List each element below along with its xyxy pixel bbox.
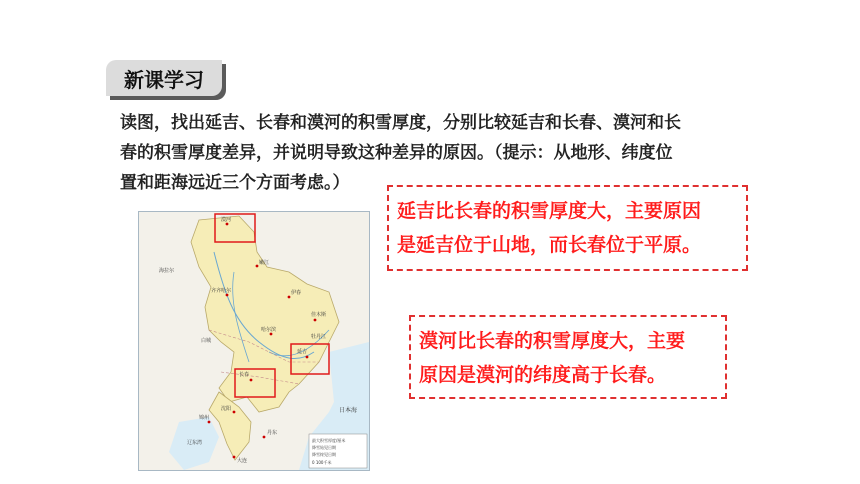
map-label-dandong: 丹东 <box>267 430 278 436</box>
question-line: 读图，找出延吉、长春和漠河的积雪厚度，分别比较延吉和长春、漠河和长 <box>120 113 681 133</box>
map-label-hailar: 海拉尔 <box>159 268 175 274</box>
section-badge <box>106 60 226 100</box>
map-label-gulf: 辽东湾 <box>187 440 203 446</box>
answer-line: 漠河比长春的积雪厚度大，主要 <box>419 330 686 352</box>
map-label-mudanjiang: 牡丹江 <box>311 334 327 340</box>
answer-box-yanji <box>387 185 748 271</box>
map-label-dalian: 大连 <box>237 458 248 464</box>
map-label-shenyang: 沈阳 <box>221 406 232 412</box>
map-label-changchun: 长春 <box>239 372 250 378</box>
map-label-mohe: 漠河 <box>221 217 232 223</box>
map-label-yichun: 伊春 <box>291 290 302 296</box>
badge-label: 新课学习 <box>106 60 222 96</box>
question-line: 置和距海远近三个方面考虑。） <box>120 173 350 193</box>
legend-title: 最大积雪厚度/厘米 <box>312 438 346 443</box>
legend-item-1: 降雪始见日期 <box>312 445 336 450</box>
map-label-qiqihar: 齐齐哈尔 <box>211 288 232 294</box>
map-label-jiamusi: 佳木斯 <box>311 312 327 318</box>
legend-scale: 0 100千米 <box>312 460 332 465</box>
map-label-sea: 日本海 <box>339 407 358 414</box>
legend-item-2: 降雪终见日期 <box>312 452 336 457</box>
map-label-nenjiang: 嫩江 <box>259 260 270 266</box>
answer-line: 原因是漠河的纬度高于长春。 <box>419 364 667 386</box>
answer-box-mohe <box>409 315 727 399</box>
map-label-yanji: 延吉 <box>297 349 308 355</box>
map-label-baicheng: 白城 <box>201 338 212 344</box>
map-label-jinzhou: 锦州 <box>199 415 210 421</box>
answer-line: 延吉比长春的积雪厚度大，主要原因 <box>397 200 702 222</box>
map-label-harbin: 哈尔滨 <box>261 327 277 333</box>
answer-line: 是延吉位于山地，而长春位于平原。 <box>397 234 702 256</box>
question-line: 春的积雪厚度差异，并说明导致这种差异的原因。（提示：从地形、纬度位 <box>120 143 673 163</box>
snow-depth-map <box>138 211 370 471</box>
